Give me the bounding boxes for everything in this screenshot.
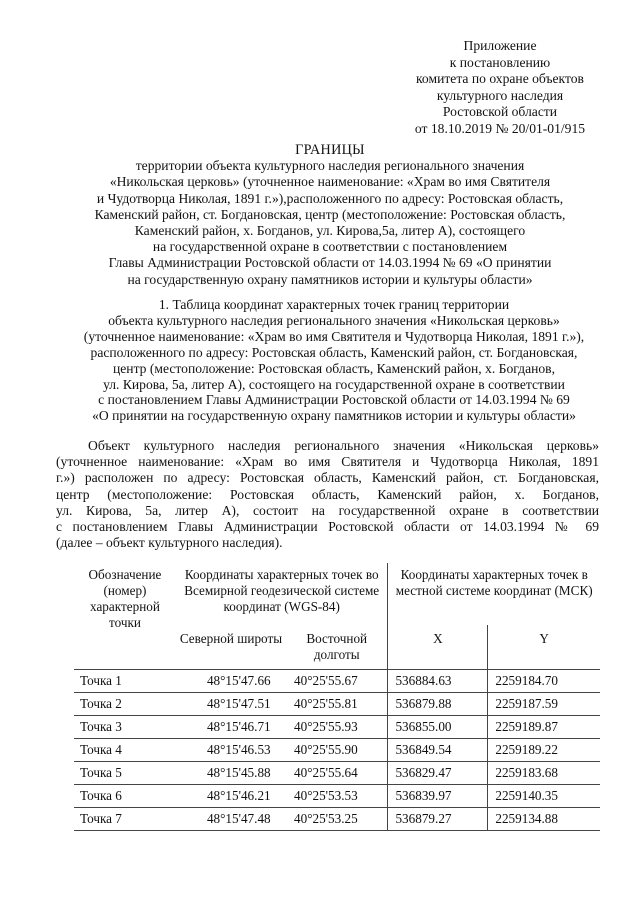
paragraph-line: г.») расположен по адресу: Ростовская область, Каменский район, ст. Богдановская, <box>56 470 599 486</box>
longitude-cell: 40°25'55.81 <box>294 696 358 711</box>
y-cell: 2259134.88 <box>488 808 600 831</box>
title-line: территории объекта культурного наследия регионального значения <box>135 158 525 174</box>
x-cell: 536879.88 <box>388 693 488 716</box>
point-name: Точка 4 <box>80 742 122 757</box>
point-name: Точка 5 <box>80 765 122 780</box>
longitude-cell: 40°25'53.25 <box>294 811 358 826</box>
body-paragraph <box>56 438 599 551</box>
longitude-cell: 40°25'55.67 <box>294 673 358 688</box>
title-line: и Чудотворца Николая, 1891 г.»),расположенного по адресу: Ростовская область, <box>96 190 564 206</box>
x-cell: 536849.54 <box>388 739 488 762</box>
annex-line: Приложение <box>463 38 537 53</box>
title-line: на государственную охрану памятников истории и культуры области» <box>127 271 533 287</box>
header-y: Y <box>488 625 600 670</box>
y-cell: 2259183.68 <box>488 762 600 785</box>
latitude-cell: 48°15'47.48 <box>206 811 271 826</box>
title-heading: ГРАНИЦЫ <box>295 142 365 158</box>
header-longitude: Восточной долготы <box>306 631 368 662</box>
table-row <box>74 808 600 831</box>
annex-line: от 18.10.2019 № 20/01-01/915 <box>414 120 586 136</box>
table-row <box>74 670 600 693</box>
header-point-designation: Обозначение (номер) характерной точки <box>88 567 162 630</box>
paragraph-line: центр (местоположение: Ростовская область, Каменский район, х. Богданов, <box>56 486 599 502</box>
paragraph-line: Объект культурного наследия регионального значения «Никольская церковь» <box>88 438 599 453</box>
title-line: на государственной охране в соответствии с постановлением <box>152 239 508 255</box>
point-name: Точка 1 <box>80 673 122 688</box>
longitude-cell: 40°25'55.64 <box>294 765 358 780</box>
table-row <box>74 739 600 762</box>
paragraph-line: (уточненное наименование: «Храм во имя Святителя и Чудотворца Николая, 1891 <box>56 454 599 470</box>
y-cell: 2259184.70 <box>488 670 600 693</box>
point-name: Точка 7 <box>80 811 122 826</box>
table-row <box>74 693 600 716</box>
paragraph-line: (далее – объект культурного наследия). <box>56 535 283 551</box>
section-line: расположенного по адресу: Ростовская область, Каменский район, ст. Богдановская, <box>90 344 578 360</box>
point-name: Точка 2 <box>80 696 122 711</box>
annex-line: комитета по охране объектов <box>416 71 584 87</box>
y-cell: 2259187.59 <box>488 693 600 716</box>
header-msk: Координаты характерных точек в местной системе координат (МСК) <box>388 563 600 625</box>
paragraph-line: ул. Кирова, 5а, литер А), состоит на государственной охране в соответствии <box>56 502 599 518</box>
table-row <box>74 762 600 785</box>
table-row <box>74 716 600 739</box>
header-latitude: Северной широты <box>179 631 283 646</box>
point-name: Точка 6 <box>80 788 122 803</box>
longitude-cell: 40°25'55.93 <box>294 719 358 734</box>
x-cell: 536884.63 <box>388 670 488 693</box>
header-x: X <box>388 625 488 670</box>
latitude-cell: 48°15'46.21 <box>206 788 271 803</box>
annex-line: к постановлению <box>449 54 551 70</box>
latitude-cell: 48°15'45.88 <box>206 765 271 780</box>
section-line: 1. Таблица координат характерных точек границ территории <box>158 297 510 312</box>
x-cell: 536879.27 <box>388 808 488 831</box>
title-line: «Никольская церковь» (уточненное наименование: «Храм во имя Святителя <box>109 174 551 190</box>
x-cell: 536855.00 <box>388 716 488 739</box>
x-cell: 536839.97 <box>388 785 488 808</box>
latitude-cell: 48°15'47.66 <box>206 673 271 688</box>
annex-line: культурного наследия <box>436 87 564 103</box>
x-cell: 536829.47 <box>388 762 488 785</box>
point-name: Точка 3 <box>80 719 122 734</box>
latitude-cell: 48°15'46.53 <box>206 742 271 757</box>
section-line: объекта культурного наследия регионального значения «Никольская церковь» <box>108 312 560 328</box>
paragraph-line: с постановлением Главы Администрации Ростовской области от 14.03.1994 № 69 <box>56 518 599 534</box>
longitude-cell: 40°25'55.90 <box>294 742 358 757</box>
table-row <box>74 785 600 808</box>
document-title <box>60 142 600 288</box>
header-wgs84: Координаты характерных точек во Всемирной геодезической системе координат (WGS-84) <box>184 567 380 614</box>
annex-line: Ростовской области <box>442 104 558 120</box>
title-line: Каменский район, х. Богданов, ул. Кирова,5а, литер А), состоящего <box>134 223 526 239</box>
y-cell: 2259189.87 <box>488 716 600 739</box>
section-line: центр (местоположение: Ростовская область, Каменский район, х. Богданов, <box>112 360 555 376</box>
section-heading <box>60 297 608 424</box>
title-line: Главы Администрации Ростовской области от 14.03.1994 № 69 «О принятии <box>108 255 552 271</box>
section-line: ул. Кирова, 5а, литер А), состоящего на государственной охране в соответствии <box>103 376 565 392</box>
longitude-cell: 40°25'53.53 <box>294 788 358 803</box>
y-cell: 2259140.35 <box>488 785 600 808</box>
annex-header <box>380 38 620 138</box>
section-line: с постановлением Главы Администрации Ростовской области от 14.03.1994 № 69 <box>98 392 570 408</box>
latitude-cell: 48°15'46.71 <box>206 719 271 734</box>
title-line: Каменский район, ст. Богдановская, центр (местоположение: Ростовская область, <box>94 206 566 222</box>
y-cell: 2259189.22 <box>488 739 600 762</box>
section-line: «О принятии на государственную охрану памятников истории и культуры области» <box>92 408 576 424</box>
latitude-cell: 48°15'47.51 <box>206 696 271 711</box>
section-line: (уточненное наименование: «Храм во имя Святителя и Чудотворца Николая, 1891 г.»), <box>83 328 585 344</box>
coordinates-table <box>74 563 600 831</box>
